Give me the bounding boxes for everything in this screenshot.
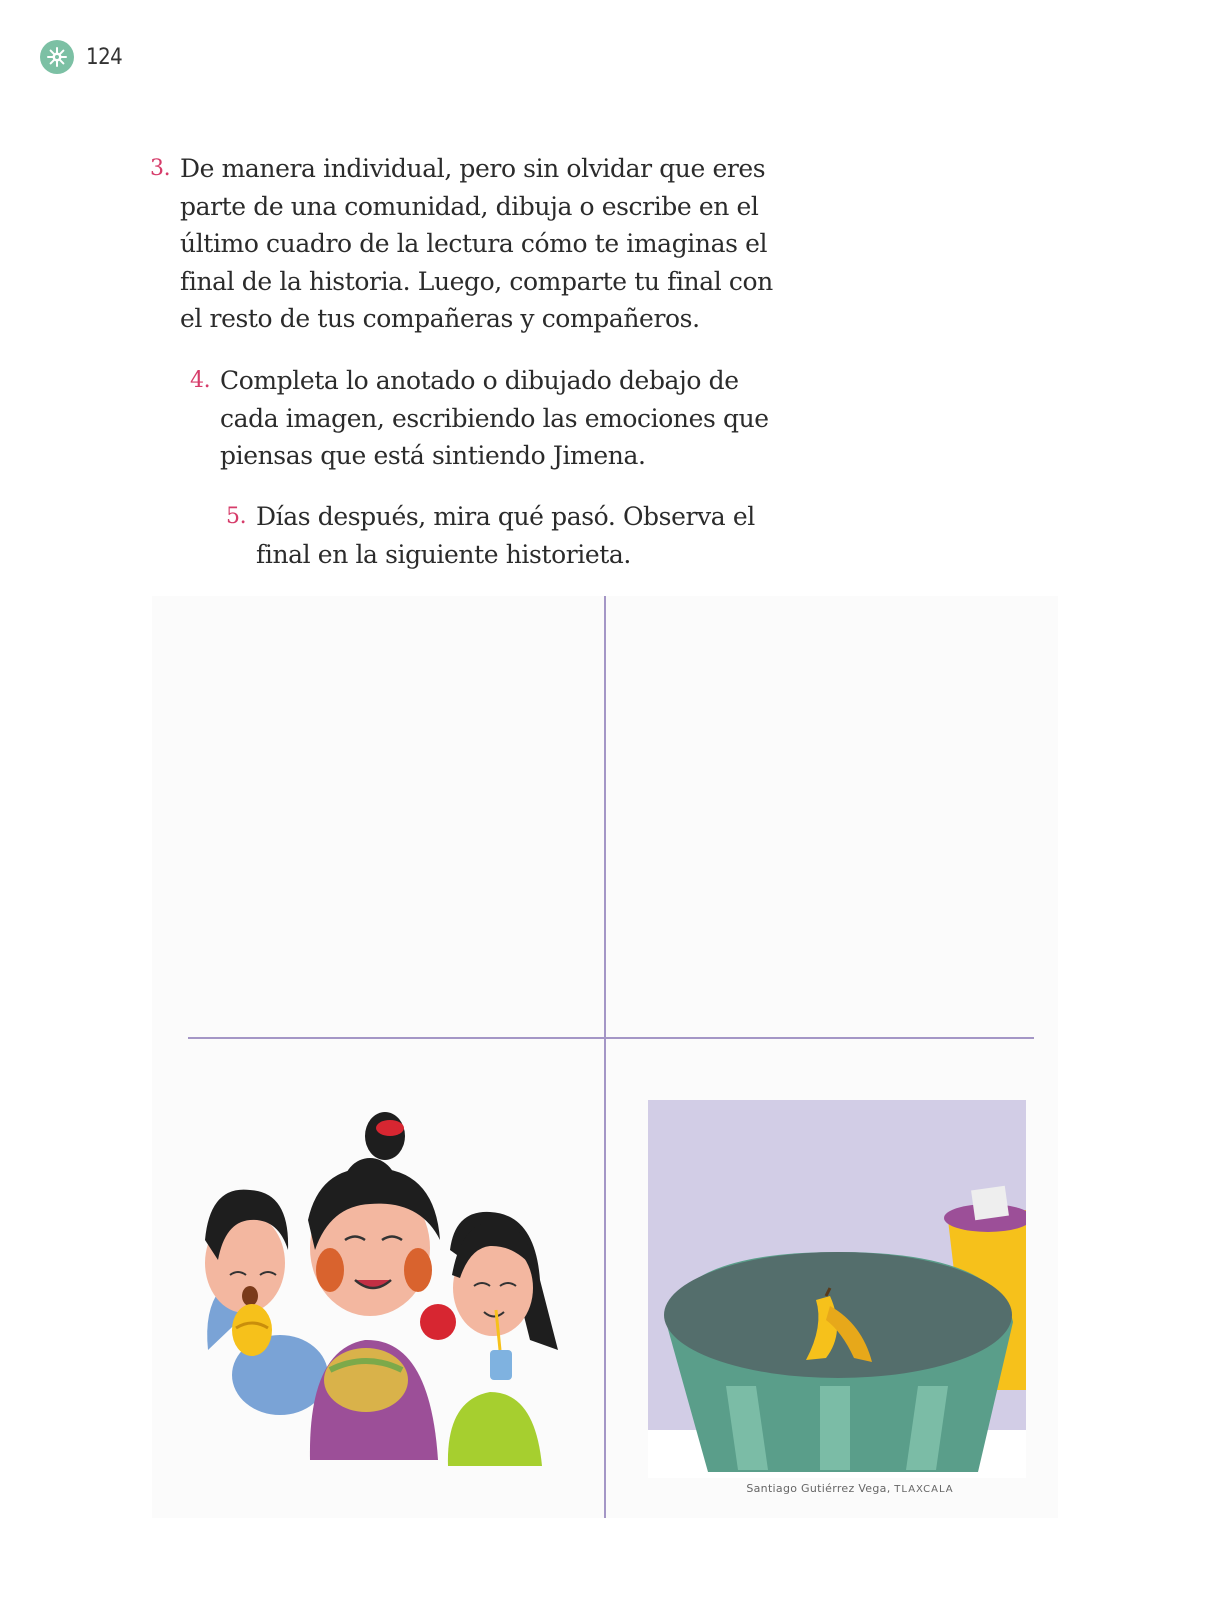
credit-author: Santiago Gutiérrez Vega,	[746, 1482, 895, 1495]
instruction-number: 5.	[226, 504, 247, 529]
illustration-credit	[700, 1482, 1000, 1495]
instruction-number: 4.	[190, 368, 211, 393]
comic-divider-horizontal	[188, 1037, 1034, 1039]
page-number: 124	[86, 44, 123, 70]
instruction-text: Completa lo anotado o dibujado debajo de cada imagen, escribiendo las emociones que piensas que está sintiendo Jimena.	[220, 366, 769, 470]
instruction-text: Días después, mira qué pasó. Observa el final en la siguiente historieta.	[256, 502, 755, 569]
instruction-text: De manera individual, pero sin olvidar que eres parte de una comunidad, dibuja o escribe en el último cuadro de la lectura cómo te imaginas el final de la historia. Luego, comparte tu final con el resto de tus compañeras y compañeros.	[180, 154, 773, 333]
comic-divider-vertical	[604, 596, 606, 1518]
instruction-5	[226, 498, 786, 573]
instruction-4	[190, 362, 800, 475]
credit-place: TLAXCALA	[894, 1484, 954, 1495]
trash-bin-illustration	[648, 1100, 1026, 1478]
instruction-3	[150, 150, 780, 338]
gear-badge-icon	[40, 40, 74, 74]
instruction-number: 3.	[150, 156, 171, 181]
children-eating-illustration	[190, 1100, 580, 1480]
page-header	[40, 40, 122, 74]
